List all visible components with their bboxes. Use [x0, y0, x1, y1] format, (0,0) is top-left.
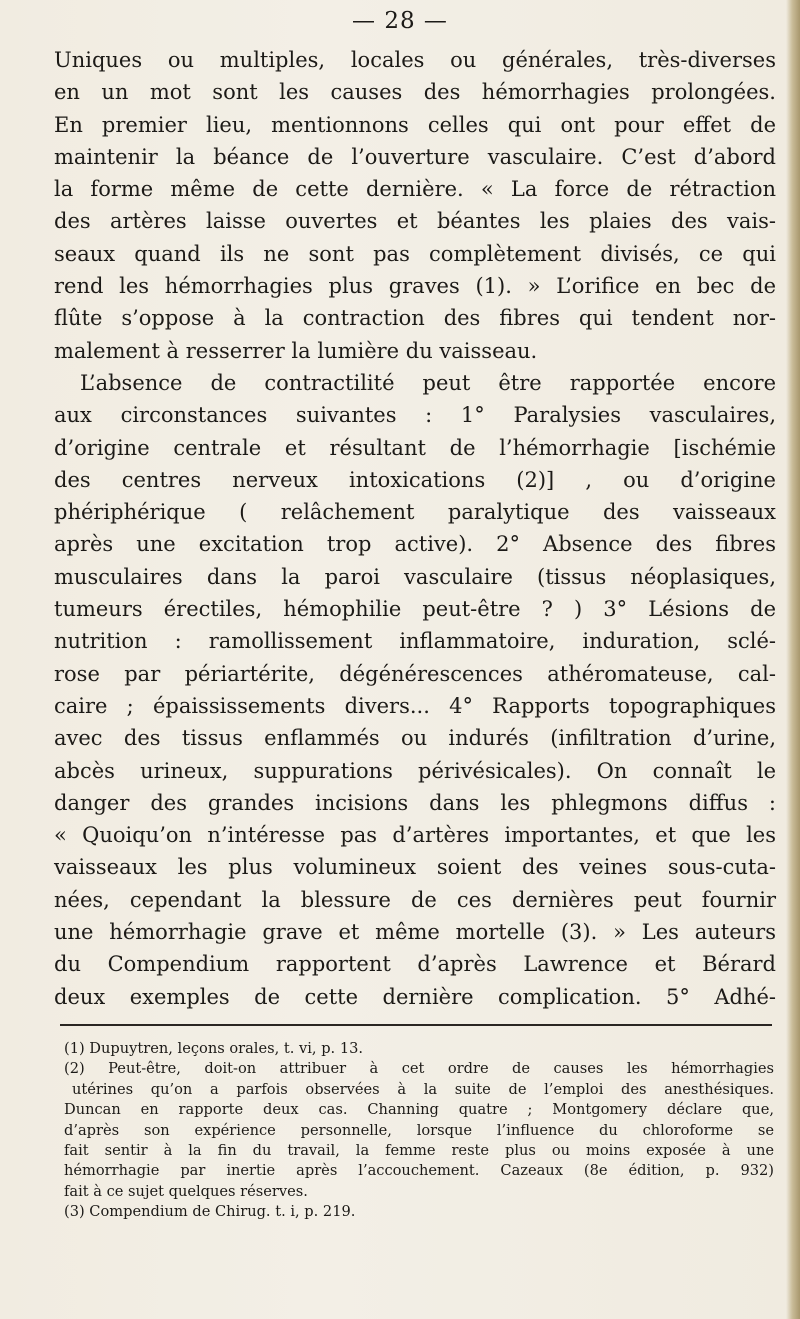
- text-line: L’absence de contractilité peut être rapportée encore: [80, 370, 776, 395]
- main-text: [54, 44, 776, 1013]
- text-line: rose par périartérite, dégénérescences athéromateuse, cal-: [54, 661, 776, 686]
- text-line: phériphérique ( relâchement paralytique des vaisseaux: [54, 500, 776, 525]
- text-line: musculaires dans la paroi vasculaire (tissus néoplasiques,: [54, 564, 776, 589]
- text-line: « Quoiqu’on n’intéresse pas d’artères importantes, et que les: [54, 823, 776, 848]
- footnote-line: (1) Dupuytren, leçons orales, t. vi, p. 13.: [64, 1040, 364, 1057]
- text-line: deux exemples de cette dernière complication. 5° Adhé-: [54, 984, 776, 1009]
- footnote-divider: [60, 1024, 772, 1026]
- footnote-line: utérines qu’on a parfois observées à la suite de l’emploi des anesthésiques.: [72, 1080, 774, 1098]
- footnote-line: hémorrhagie par inertie après l’accouchement. Cazeaux (8e édition, p. 932): [64, 1162, 774, 1180]
- text-line: flûte s’oppose à la contraction des fibres qui tendent nor-: [54, 306, 776, 331]
- text-line: avec des tissus enflammés ou indurés (infiltration d’urine,: [54, 726, 776, 751]
- text-line: nutrition : ramollissement inflammatoire, induration, sclé-: [54, 629, 776, 654]
- footnote-line: d’après son expérience personnelle, lorsque l’influence du chloroforme se: [64, 1121, 774, 1139]
- text-line: nées, cependant la blessure de ces dernières peut fournir: [54, 887, 776, 912]
- text-line: du Compendium rapportent d’après Lawrence et Bérard: [54, 952, 776, 977]
- footnote-line: (3) Compendium de Chirug. t. i, p. 219.: [64, 1203, 356, 1221]
- text-line: rend les hémorrhagies plus graves (1). » L’orifice en bec de: [54, 274, 776, 299]
- text-line: aux circonstances suivantes : 1° Paralysies vasculaires,: [54, 403, 776, 428]
- text-line: en un mot sont les causes des hémorrhagies prolongées.: [54, 80, 776, 105]
- text-line: malement à resserrer la lumière du vaisseau.: [54, 338, 538, 363]
- page-number: — 28 —: [352, 8, 448, 34]
- text-line: d’origine centrale et résultant de l’hémorrhagie [ischémie: [54, 435, 776, 460]
- text-line: vaisseaux les plus volumineux soient des veines sous-cuta-: [54, 855, 776, 880]
- text-line: En premier lieu, mentionnons celles qui ont pour effet de: [54, 112, 776, 137]
- text-line: tumeurs érectiles, hémophilie peut-être ? ) 3° Lésions de: [54, 597, 776, 622]
- text-line: des artères laisse ouvertes et béantes les plaies des vais-: [54, 209, 776, 234]
- text-line: danger des grandes incisions dans les phlegmons diffus :: [54, 790, 776, 815]
- text-line: une hémorrhagie grave et même mortelle (3). » Les auteurs: [54, 920, 776, 945]
- text-line: la forme même de cette dernière. « La force de rétraction: [54, 177, 776, 202]
- page-edge-shadow: [786, 0, 800, 1319]
- footnote-line: (2) Peut-être, doit-on attribuer à cet ordre de causes les hémorrhagies: [64, 1060, 774, 1078]
- footnote-line: Duncan en rapporte deux cas. Channing quatre ; Montgomery déclare que,: [64, 1101, 774, 1119]
- footnote-line: fait sentir à la fin du travail, la femme reste plus ou moins exposée à une: [64, 1141, 774, 1159]
- text-line: Uniques ou multiples, locales ou générales, très-diverses: [54, 48, 776, 72]
- text-line: des centres nerveux intoxications (2)] , ou d’origine: [54, 467, 776, 492]
- text-line: abcès urineux, suppurations périvésicales). On connaît le: [54, 758, 776, 783]
- text-line: après une excitation trop active). 2° Absence des fibres: [54, 532, 776, 557]
- footnote-line: fait à ce sujet quelques réserves.: [64, 1182, 308, 1200]
- text-line: seaux quand ils ne sont pas complètement divisés, ce qui: [54, 241, 776, 266]
- text-line: maintenir la béance de l’ouverture vasculaire. C’est d’abord: [54, 144, 776, 169]
- text-line: caire ; épaississements divers... 4° Rapports topographiques: [54, 693, 776, 718]
- footnotes: [64, 1039, 774, 1223]
